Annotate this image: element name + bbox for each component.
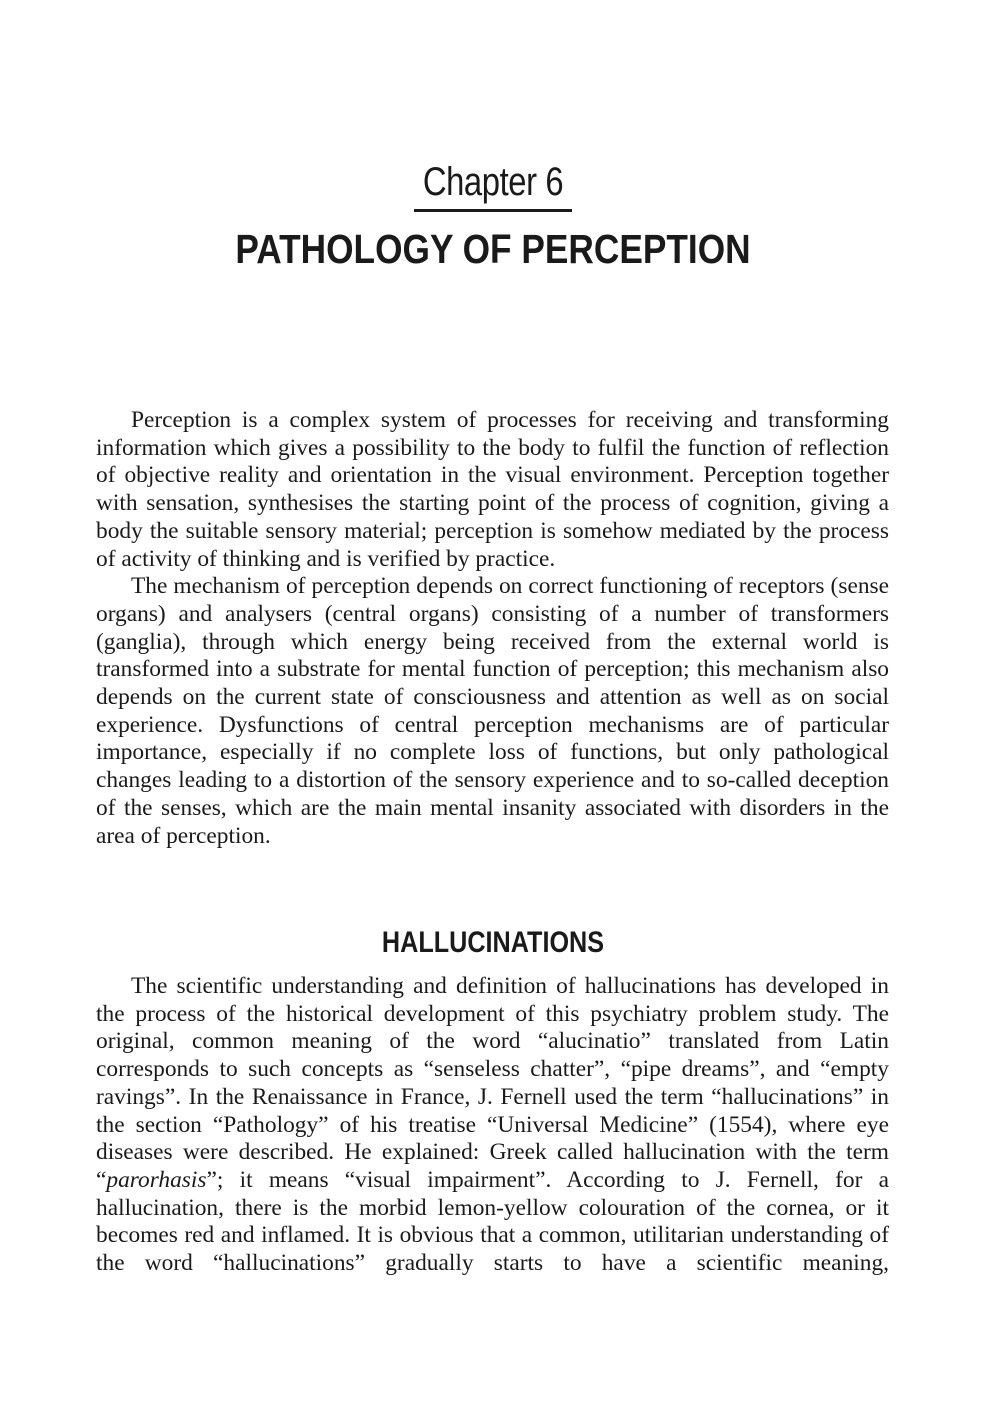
chapter-underline xyxy=(414,209,572,212)
hallucinations-paragraph-1 xyxy=(96,973,889,1278)
intro-paragraph-1: Perception is a complex system of processes for receiving and transforming information which gives a possibility to the body to fulfil the function of reflection of objective reality and orientation in the visual environment. Perception together with sensation, synthesises the starting point of the process of cognition, giving a body the suitable sensory material; perception is somehow mediated by the process of activity of thinking and is verified by practice. xyxy=(96,407,889,572)
term-parorhasis: parorhasis xyxy=(106,1166,207,1193)
chapter-title: PATHOLOGY OF PERCEPTION xyxy=(235,226,751,272)
chapter-label: Chapter 6 xyxy=(422,160,564,204)
hallucinations-text-part-2: ”; it means “visual impairment”. According to J. Fernell, for a hallucination, there is the morbid lemon-yellow colouration of the cornea, or it becomes red and inflamed. It is obvious that a common, utilitarian understanding of the word “hallucinations” gradually starts to have a scientific meaning, xyxy=(96,1166,889,1277)
intro-paragraph-2: The mechanism of perception depends on correct functioning of receptors (sense organs) and analysers (central organs) consisting of a number of transformers (ganglia), through which energy being received from the external world is transformed into a substrate for mental function of perception; this mechanism also depends on the current state of consciousness and attention as well as on social experience. Dysfunctions of central perception mechanisms are of particular importance, especially if no complete loss of functions, but only pathological changes leading to a distortion of the sensory experience and to so-called deception of the senses, which are the main mental insanity associated with disorders in the area of perception. xyxy=(96,573,889,849)
intro-text xyxy=(96,407,889,850)
hallucinations-text xyxy=(96,973,889,1278)
hallucinations-text-part-1: The scientific understanding and definition of hallucinations has developed in the process of the historical development of this psychiatry problem study. The original, common meaning of the word “alucinatio” translated from Latin corresponds to such concepts as “senseless chatter”, “pipe dreams”, and “empty ravings”. In the Renaissance in France, J. Fernell used the term “hallucinations” in the section “Pathology” of his treatise “Universal Medicine” (1554), where eye diseases were described. He explained: Greek called hallucination with the term “ xyxy=(96,973,889,1193)
section-heading-hallucinations: HALLUCINATIONS xyxy=(381,926,605,959)
